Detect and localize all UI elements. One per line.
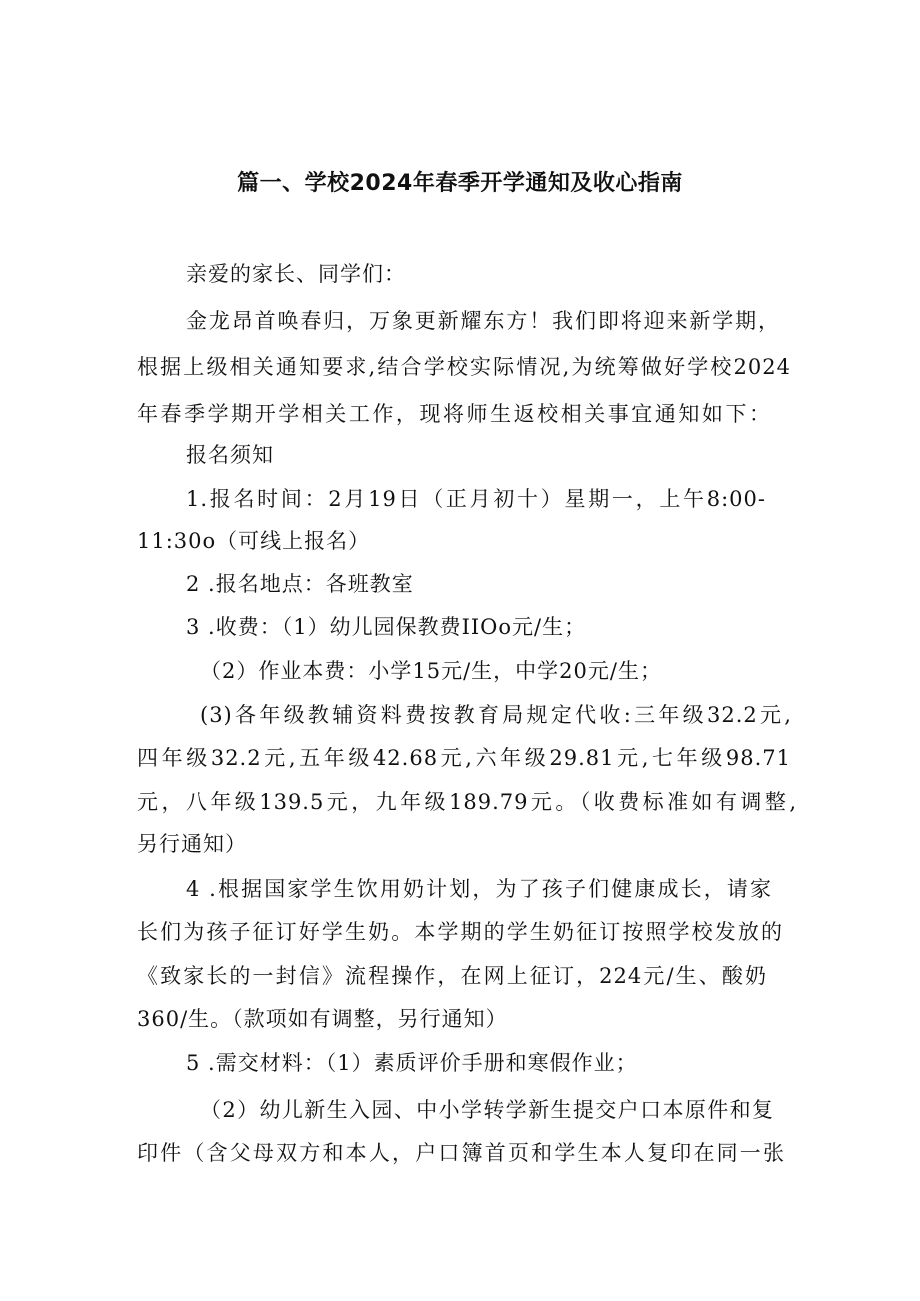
paragraph-line: 11:30o（可线上报名）	[137, 529, 371, 553]
paragraph-line: 年春季学期开学相关工作，现将师生返校相关事宜通知如下：	[137, 402, 771, 426]
paragraph-line: 《致家长的一封信》流程操作，在网上征订，224元/生、酸奶	[137, 964, 767, 988]
section-heading: 报名须知	[186, 443, 274, 467]
paragraph-line: （2）幼儿新生入园、中小学转学新生提交户口本原件和复	[200, 1098, 774, 1122]
paragraph-line: （2）作业本费：小学15元/生，中学20元/生；	[200, 659, 662, 683]
paragraph-line: 3 .收费：（1）幼儿园保教费IIOo元/生；	[186, 615, 587, 639]
paragraph-line: 1.报名时间：2月19日（正月初十）星期一，上午8:00-	[186, 487, 766, 511]
paragraph-line: 另行通知）	[137, 832, 247, 856]
paragraph-line: 印件（含父母双方和本人，户口簿首页和学生本人复印在同一张	[137, 1141, 785, 1165]
paragraph-line: 4 .根据国家学生饮用奶计划，为了孩子们健康成长，请家	[186, 877, 772, 901]
paragraph-line: 四年级32.2元,五年级42.68元,六年级29.81元,七年级98.71	[137, 746, 791, 770]
paragraph-line: 金龙昂首唤春归，万象更新耀东方！我们即将迎来新学期，	[186, 309, 780, 333]
paragraph-line: 360/生。（款项如有调整，另行通知）	[137, 1007, 508, 1031]
paragraph-line: 长们为孩子征订好学生奶。本学期的学生奶征订按照学校发放的	[137, 920, 783, 944]
paragraph-line: (3)各年级教辅资料费按教育局规定代收:三年级32.2元,	[200, 703, 792, 727]
greeting-line: 亲爱的家长、同学们：	[186, 262, 406, 286]
paragraph-line: 2 .报名地点：各班教室	[186, 572, 414, 596]
document-title: 篇一、学校2024年春季开学通知及收心指南	[237, 171, 683, 196]
paragraph-line: 根据上级相关通知要求,结合学校实际情况,为统筹做好学校2024	[137, 355, 791, 379]
paragraph-line: 元，八年级139.5元，九年级189.79元。（收费标准如有调整,	[137, 790, 797, 814]
paragraph-line: 5 .需交材料：（1）素质评价手册和寒假作业；	[186, 1051, 638, 1075]
